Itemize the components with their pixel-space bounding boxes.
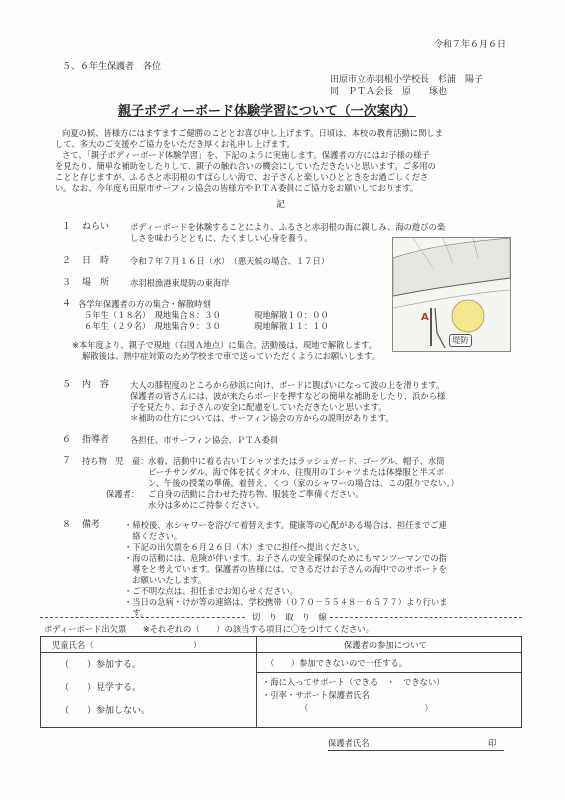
event-date: 令和７年７月１６日（水） （悪天候の場合、１７日） <box>130 256 330 266</box>
aim-text: しさを味わうとともに、たくましい心身を養う。 <box>130 233 313 243</box>
intro-line: を見たり、簡単な補助をしたりして、親子の触れ合いの機会にしていただきたいと思います。ご多用の <box>55 161 436 171</box>
cut-line-right <box>330 617 522 618</box>
times-note: ※本年度より、親子で現地（右図Ａ地点）に集合。活動後は、現地で解散します。 <box>72 340 377 350</box>
child-name-field[interactable]: 児童氏名（ ） <box>52 640 202 650</box>
form-divider <box>256 636 257 727</box>
note-item: ・帰校後、水シャワーを浴びて着替えます。健康等の心配がある場合は、担任までご連 <box>124 520 447 530</box>
sender-principal: 田原市立赤羽根小学校長 杉浦 陽子 <box>330 75 484 85</box>
intro-line: 向夏の候、皆様方にはますますご健勝のこととお喜び申し上げます。日頃は、本校の教育活動に関しま <box>62 128 443 138</box>
signature-label: 保護者氏名 <box>328 738 370 748</box>
grade6-times: ６年生（２９名） 現地集合９：３０ 現地解散１１：１０ <box>84 321 329 331</box>
child-belongings: 水着、活動中に着る古いＴシャツまたはラッシュガード、ゴーグル、帽子、水筒 <box>148 456 445 466</box>
note-item: ・海の活動には、危険が伴います。お子さんの安全確保のためにもマンツーマンでの指 <box>124 553 447 563</box>
note-item: 絡ください。 <box>124 531 183 541</box>
section-number: ７ <box>62 456 72 466</box>
section-number: １ <box>62 222 72 232</box>
form-header-rule <box>40 652 521 653</box>
content-text: 子を見たり、お子さんの安全に配慮をしていただきたいと思います。 <box>130 402 387 412</box>
section-label-belongings: 持ち物 児 童： <box>82 456 149 466</box>
guardian-option-rule <box>257 672 521 673</box>
note-item: ・ご不明な点は、担任までお知らせください。 <box>124 586 298 596</box>
section-number: ５ <box>62 380 72 390</box>
location-map <box>392 237 511 352</box>
section-number: ６ <box>62 435 72 445</box>
option-attend[interactable]: （ ）参加する。 <box>60 660 142 670</box>
guardian-belongings: 水分は多めにご持参ください。 <box>148 500 265 510</box>
content-text: ＊補助の仕方については、サーフィン協会の方からの説明があります。 <box>130 413 394 423</box>
intro-line: ことと存じますが、ふるさと赤羽根のすばらしい海で、お子さんと楽しいひとときをお過ごしくださ <box>55 172 429 182</box>
option-absent[interactable]: （ ）参加しない。 <box>60 706 151 716</box>
guardian-support-option[interactable]: ・海に入ってサポート（できる ・ できない） <box>262 677 445 687</box>
event-place: 赤羽根漁港東堤防の東海岸 <box>130 278 230 288</box>
guardian-name-field[interactable]: （ ） <box>300 703 433 713</box>
note-item: 導をと考えています。保護者の皆様には、できるだけお子さんの海中でのサポートを <box>124 564 447 574</box>
signature-line[interactable] <box>328 750 504 751</box>
form-title: ボディーボード出欠票 ※それぞれの（ ）の該当する項目に〇をつけてください。 <box>44 624 374 634</box>
addressee: ５、６年生保護者 各位 <box>62 62 162 72</box>
page-title: 親子ボディーボード体験学習について（一次案内） <box>118 104 416 119</box>
note-item: ・下記の出欠票を６月２６日（木）までに担任へ提出ください。 <box>124 542 365 552</box>
note-item: お願いいたします。 <box>124 575 207 585</box>
intro-line: して、多大のご支援やご協力をいただき厚くお礼申し上げます。 <box>55 139 295 149</box>
section-number: ８ <box>62 520 72 530</box>
ki-heading: 記 <box>276 200 286 210</box>
section-label-content: 内 容 <box>82 380 110 390</box>
jetty-label: 堤防 <box>449 334 472 347</box>
section-label-place: 場 所 <box>82 278 110 288</box>
seal-mark: 印 <box>488 738 497 748</box>
section-label-times: 各学年保護者の方の集合・解散時刻 <box>78 299 211 309</box>
section-label-date: 日 時 <box>82 256 110 266</box>
note-item: ・当日の急病・けが等の連絡は、学校携帯（０７０－５５４８－６５７７）より行いま <box>124 597 448 607</box>
grade5-times: ５年生（１８名） 現地集合８：３０ 現地解散１０：００ <box>84 310 329 320</box>
content-text: 保護者の皆さんには、波が来たらボードを押すなどの簡単な補助をしたり、浜から様 <box>130 391 446 401</box>
document-date: 令和７年６月６日 <box>434 40 507 50</box>
section-number: ３ <box>62 278 72 288</box>
aim-text: ボディーボードを体験することにより、ふるさと赤羽根の海に親しみ、海の遊びの楽 <box>130 222 446 232</box>
times-note: 解散後は、熱中症対策のため学校まで車で送っていただくようにお願いします。 <box>82 351 381 361</box>
content-text: 大人の膝程度のところから砂浜に向け、ボードに腹ばいになって波の上を滑ります。 <box>130 380 445 390</box>
sender-pta: 同 ＰＴＡ会長 原 琢也 <box>330 87 448 97</box>
cut-line-label: 切 り 取 り 線 <box>252 612 327 622</box>
option-observe[interactable]: （ ）見学する。 <box>60 683 142 693</box>
cut-line-left <box>40 617 245 618</box>
section-number: ４ <box>62 299 72 309</box>
section-label-notes: 備考 <box>82 520 101 530</box>
child-belongings: ン、午後の授業の準備、着替え、くつ（家のシャワーの場合は、この限りでない。） <box>148 478 459 488</box>
section-label-leaders: 指導者 <box>82 435 110 445</box>
section-number: ２ <box>62 256 72 266</box>
note-item: す。 <box>124 608 149 618</box>
child-belongings: ビーチサンダル、海で体を拭くタオル、往復用のＴシャツまたは体操服と半ズボ <box>148 467 445 477</box>
leaders-text: 各担任、市サーフィン協会、ＰＴＡ委員 <box>130 435 279 445</box>
section-label-aim: ねらい <box>82 222 110 232</box>
guardian-belongings-label: 保護者： <box>106 489 140 499</box>
intro-line: い。なお、今年度も田原市サーフィン協会の皆様方やＰＴＡ委員にご協力をお願いしております。 <box>55 183 419 193</box>
guardian-option-absent[interactable]: （ ）参加できないので一任する。 <box>266 658 408 668</box>
point-a-marker: A <box>421 312 429 323</box>
guardian-name-label: ・引率・サポート保護者氏名 <box>262 690 370 700</box>
intro-line: さて、「親子ボディーボード体験学習」を、下記のように実施します。保護者の方にはお子様の様子 <box>62 150 430 160</box>
guardian-participation-header: 保護者の参加について <box>344 640 427 650</box>
guardian-belongings: ご自身の活動に合わせた持ち物、服装をご準備ください。 <box>148 489 364 499</box>
